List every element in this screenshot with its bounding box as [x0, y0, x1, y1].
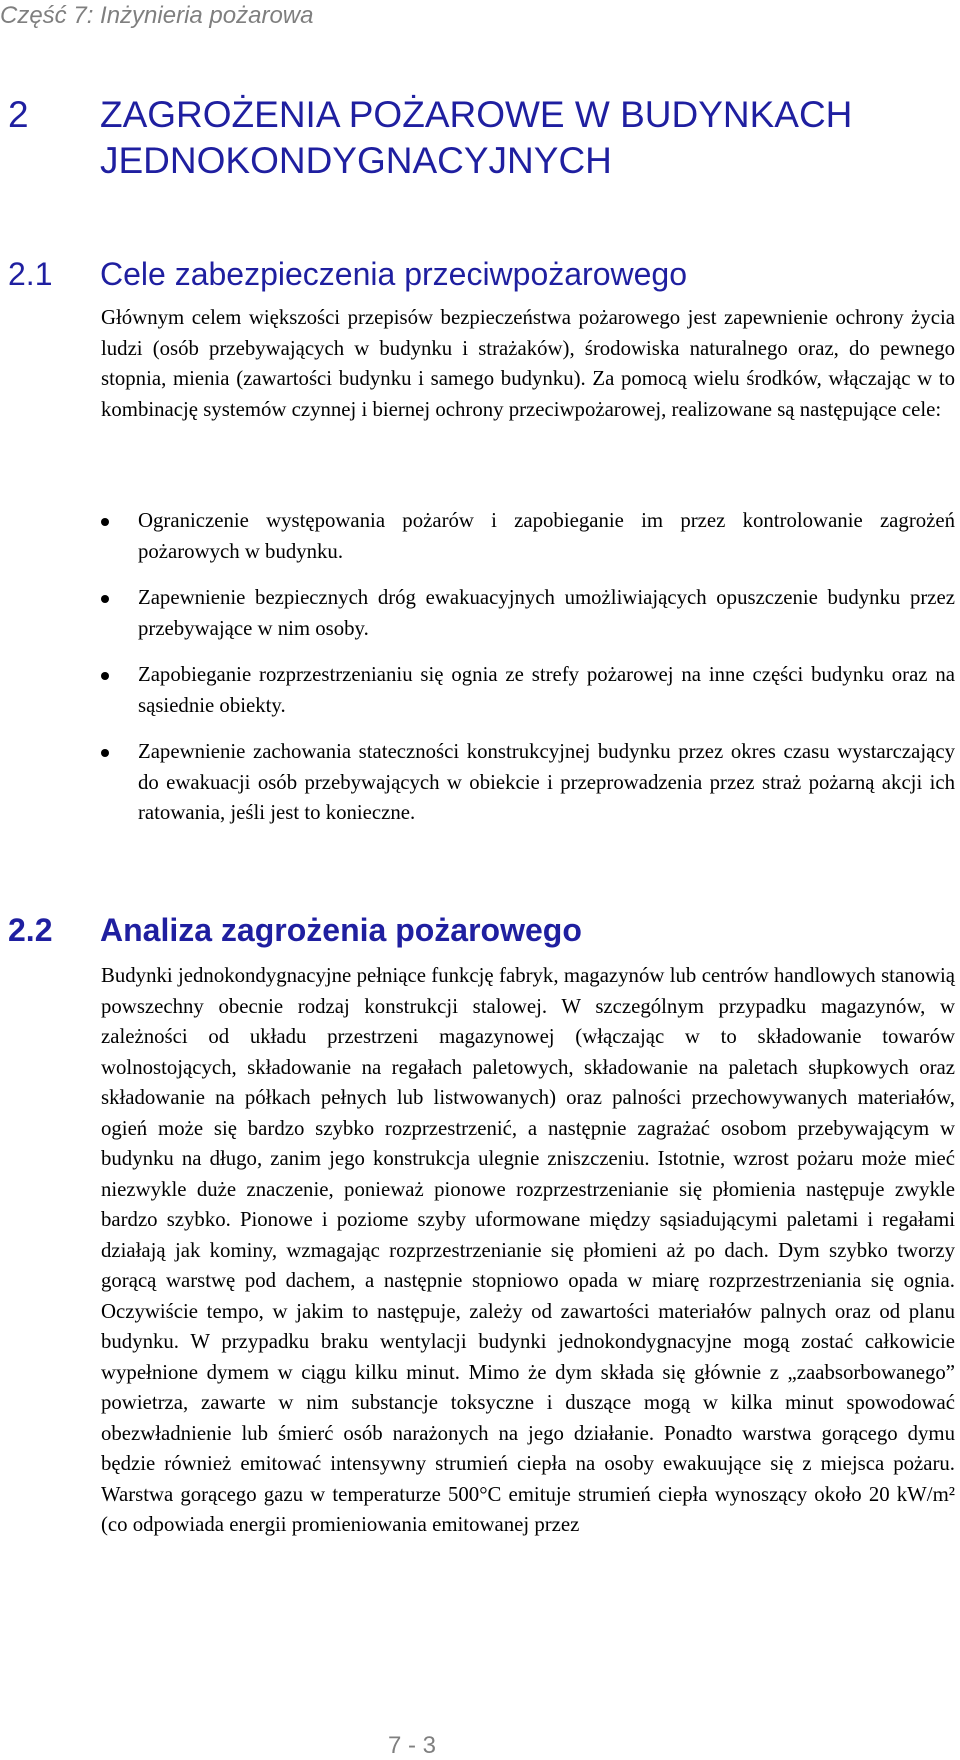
list-item-text: Zapewnienie zachowania stateczności konstrukcyjnej budynku przez okres czasu wystarczający do ewakuacji osób przebywających w obiekcie i przeprowadzenia przez straż pożarną akcji ich ratowania, jeśli jest to konieczne.: [138, 740, 955, 824]
section-heading-2-1: [8, 254, 687, 294]
chapter-title-line1: ZAGROŻENIA POŻAROWE W BUDYNKACH: [100, 94, 853, 135]
list-item-text: Ograniczenie występowania pożarów i zapobieganie im przez kontrolowanie zagrożeń pożarowych w budynku.: [138, 509, 955, 563]
chapter-number: 2: [8, 94, 29, 135]
section-heading-2-2: [8, 910, 582, 950]
list-item: [101, 660, 955, 721]
section-paragraph: Głównym celem większości przepisów bezpieczeństwa pożarowego jest zapewnienie ochrony życia ludzi (osób przebywających w budynku i strażaków), środowiska naturalnego oraz, do pewnego stopnia, mienia (zawartości budynku i samego budynku). Za pomocą wielu środków, włączając w to kombinację systemów czynnej i biernej ochrony przeciwpożarowej, realizowane są następujące cele:: [101, 306, 955, 421]
running-header: Część 7: Inżynieria pożarowa: [0, 2, 314, 29]
section-title: Analiza zagrożenia pożarowego: [100, 912, 582, 948]
bullet-icon: [101, 518, 109, 526]
list-item-text: Zapobieganie rozprzestrzenianiu się ognia ze strefy pożarowej na inne części budynku oraz na sąsiednie obiekty.: [138, 663, 955, 717]
chapter-title-line2: JEDNOKONDYGNACYJNYCH: [100, 140, 612, 181]
section-title: Cele zabezpieczenia przeciwpożarowego: [100, 256, 687, 292]
page-number: 7 - 3: [388, 1732, 437, 1759]
section-number: 2.2: [8, 912, 53, 948]
section-number: 2.1: [8, 256, 53, 292]
chapter-title-text: [100, 92, 852, 184]
list-item: [101, 737, 955, 829]
bullet-icon: [101, 749, 109, 757]
bullet-icon: [101, 672, 109, 680]
list-item: [101, 506, 955, 567]
list-item-text: Zapewnienie bezpiecznych dróg ewakuacyjnych umożliwiających opuszczenie budynku przez przebywające w nim osoby.: [138, 586, 955, 640]
bullet-icon: [101, 595, 109, 603]
chapter-title: [8, 92, 852, 184]
objectives-list: [101, 506, 955, 845]
list-item: [101, 583, 955, 644]
section-paragraph: Budynki jednokondygnacyjne pełniące funkcję fabryk, magazynów lub centrów handlowych stanowią powszechny obecnie rodzaj konstrukcji stalowej. W szczególnym przypadku magazynów, w zależności od układu przestrzeni magazynowej (włączając w to składowanie towarów wolnostojących, składowanie na regałach paletowych, składowanie na paletach słupkowych oraz składowanie na półkach pełnych lub listwowanych) oraz palności przechowywanych materiałów, ogień może się bardzo szybko rozprzestrzenić, a następnie zagrażać osobom przebywającym w budynku na długo, zanim jego konstrukcja ulegnie zniszczeniu. Istotnie, wzrost pożaru może mieć niezwykle duże znaczenie, ponieważ pionowe rozprzestrzenianie się płomienia następuje zwykle bardzo szybko. Pionowe i poziome szyby uformowane między sąsiadującymi paletami i regałami działają jak kominy, wzmagając rozprzestrzenianie się płomieni aż po dach. Dym szybko tworzy gorącą warstwę pod dachem, a następnie stopniowo opada w miarę rozprzestrzeniania się ognia. Oczywiście tempo, w jakim to następuje, zależy od zawartości materiałów palnych oraz od planu budynku. W przypadku braku wentylacji budynki jednokondygnacyjne mogą zostać całkowicie wypełnione dymem w ciągu kilku minut. Mimo że dym składa się głównie z „zaabsorbowanego” powietrza, zawarte w nim substancje toksyczne i duszące mogą w kilka minut spowodować obezwładnienie lub śmierć osób narażonych na jego działanie. Ponadto warstwa gorącego dymu będzie również emitować intensywny strumień ciepła na osoby ewakuujące się z miejsca pożaru. Warstwa gorącego gazu w temperaturze 500°C emituje strumień ciepła wynoszący około 20 kW/m² (co odpowiada energii promieniowania emitowanej przez: [101, 964, 955, 1536]
